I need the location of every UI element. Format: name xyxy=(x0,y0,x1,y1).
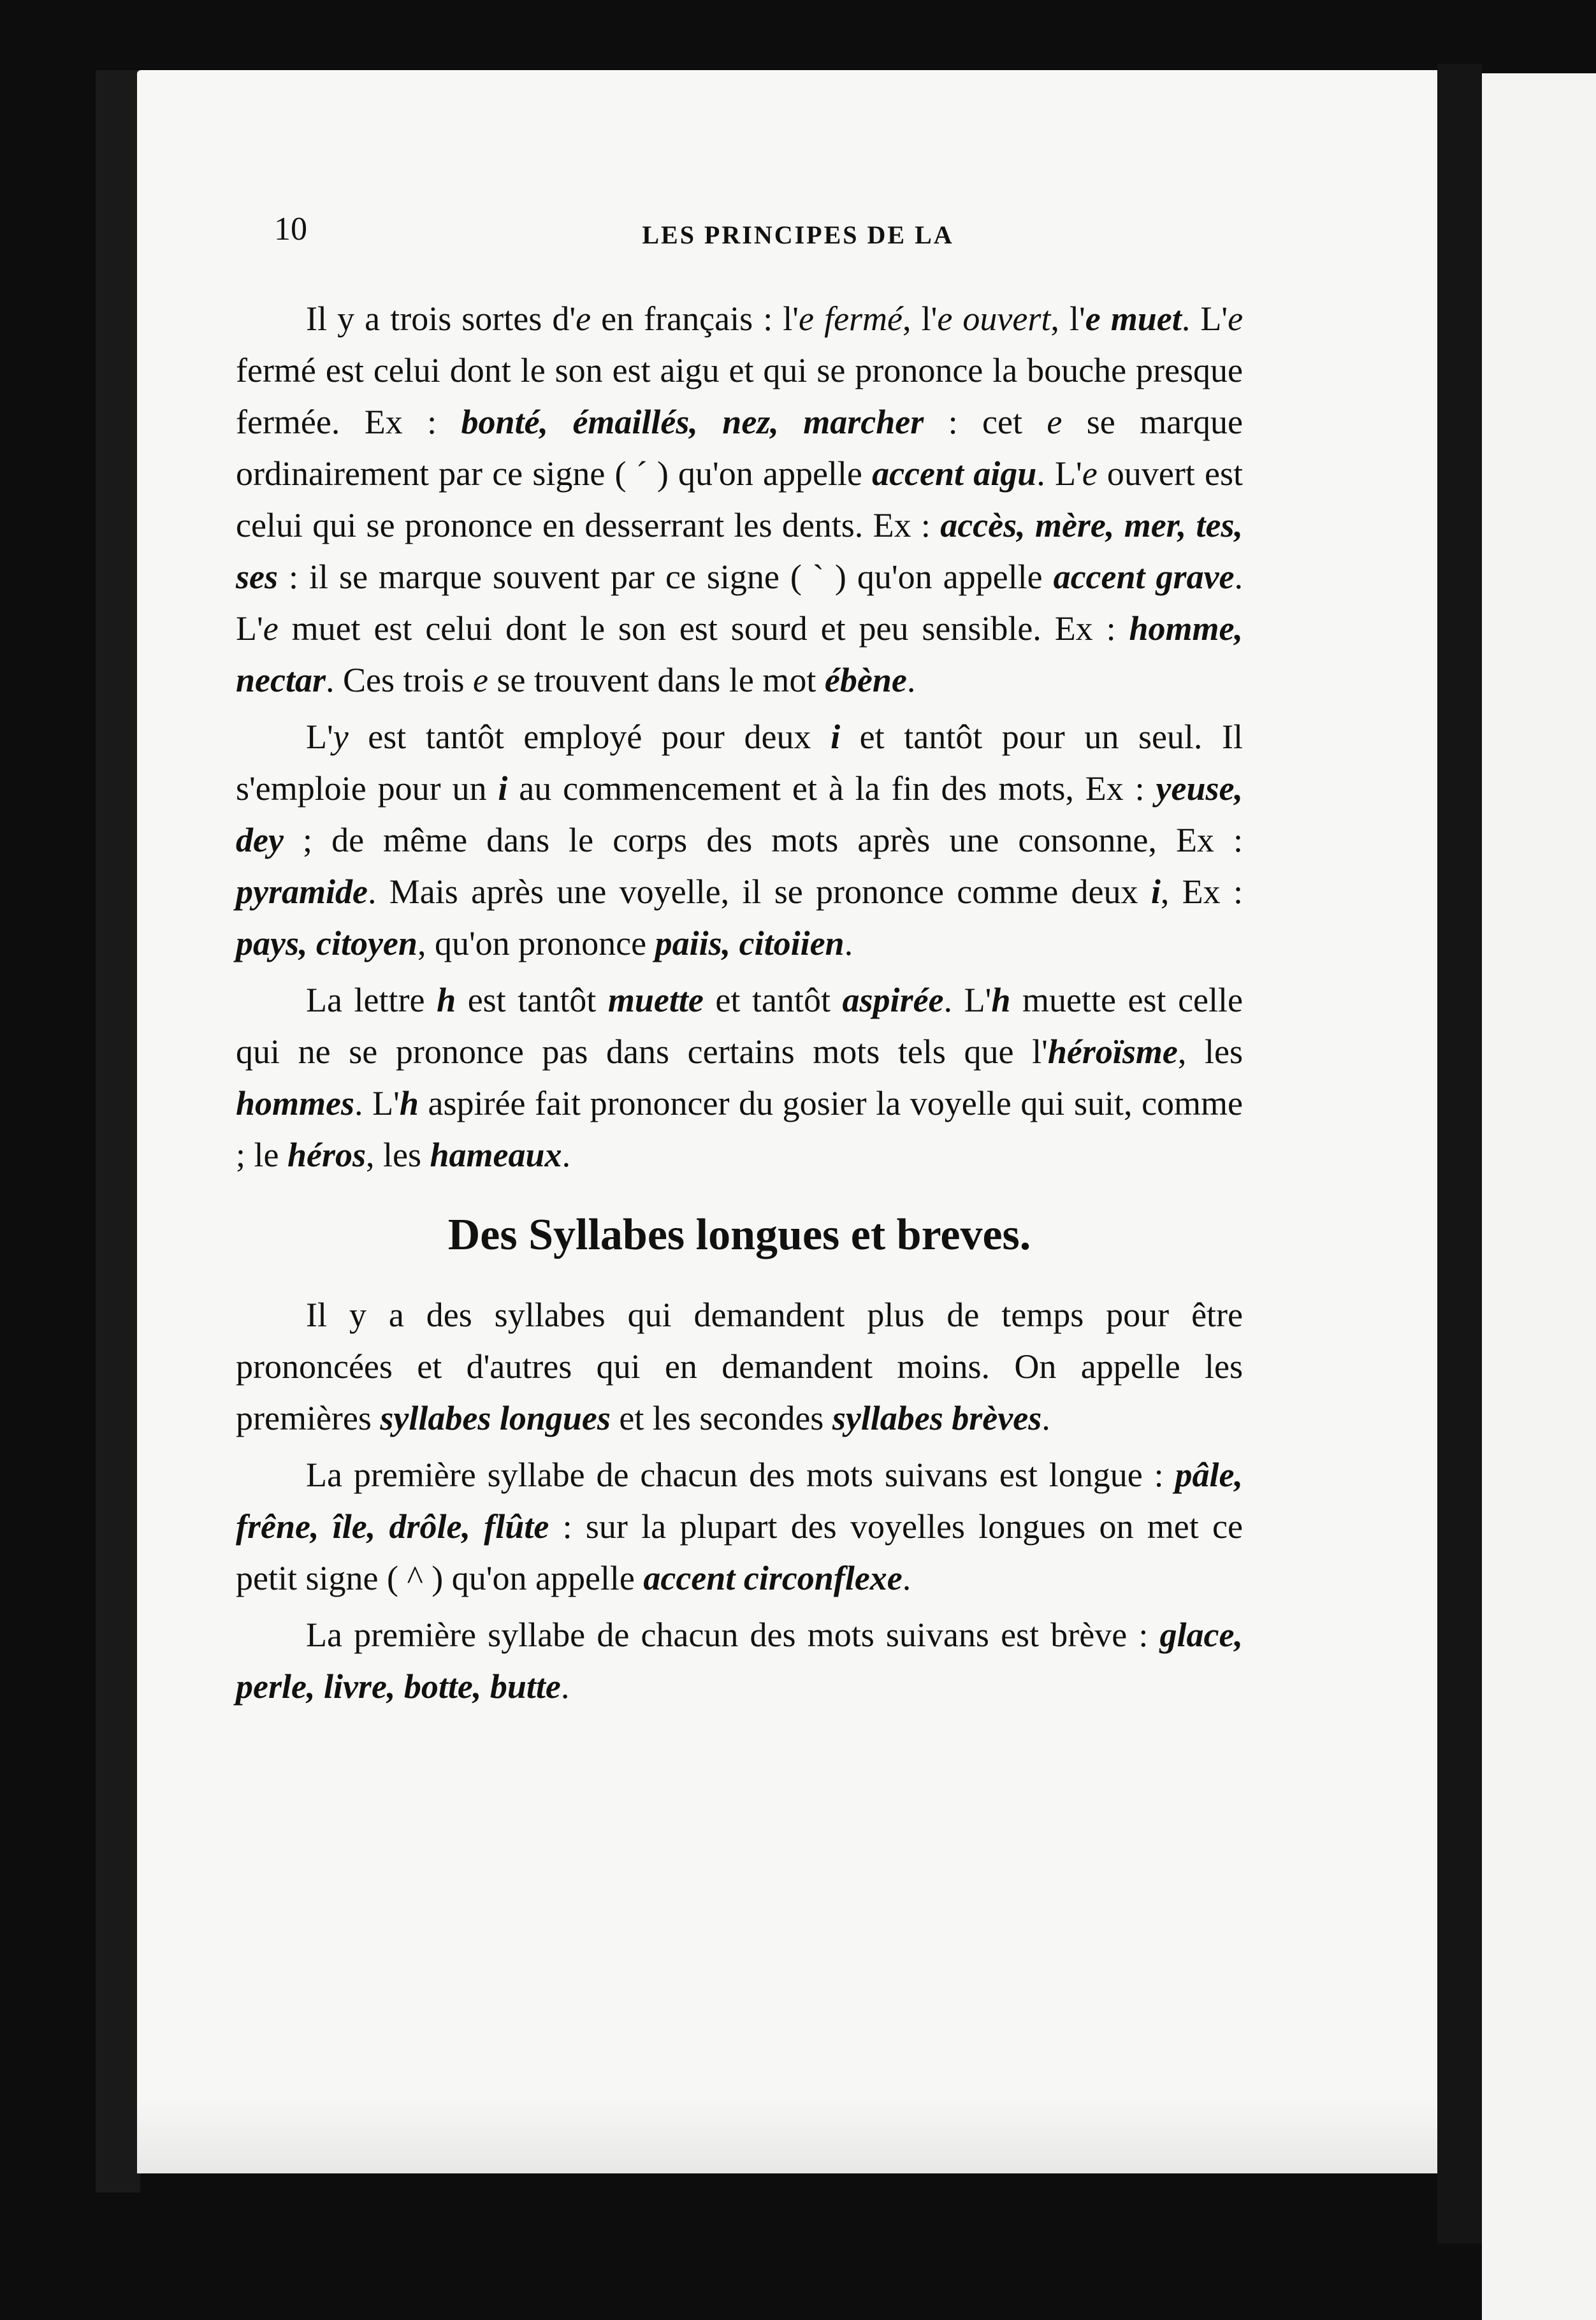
paragraph-y-letter: L'y est tantôt employé pour deux i et tantôt pour un seul. Il s'emploie pour un i au commencement et à la fin des mots, Ex : yeuse, dey ; de même dans le corps des mots après une consonne, Ex : pyramide. Mais après une voyelle, il se prononce comme deux i, Ex : pays, citoyen, qu'on prononce paiis, citoiien. xyxy=(236,718,1243,962)
paragraph-e-vowels: Il y a trois sortes d'e en français : l'e fermé, l'e ouvert, l'e muet. L'e fermé est celui dont le son est aigu et qui se prononce la bouche presque fermée. Ex : bonté, émaillés, nez, marcher : cet e se marque ordinairement par ce signe ( ´ ) qu'on appelle accent aigu. L'e ouvert est celui qui se prononce en desserrant les dents. Ex : accès, mère, mer, tes, ses : il se marque souvent par ce signe ( ` ) qu'on appelle accent grave. L'e muet est celui dont le son est sourd et peu sensible. Ex : homme, nectar. Ces trois e se trouvent dans le mot ébène. xyxy=(236,300,1244,699)
scan-border-left xyxy=(96,70,140,2193)
running-head: LES PRINCIPES DE LA xyxy=(642,221,954,249)
body-text xyxy=(236,293,1243,1713)
adjacent-page-edge xyxy=(1482,73,1596,2320)
paragraph-h-letter: La lettre h est tantôt muette et tantôt aspirée. L'h muette est celle qui ne se prononce pas dans certains mots tels que l'héroïsme, les hommes. L'h aspirée fait prononcer du gosier la voyelle qui suit, comme ; le héros, les hameaux. xyxy=(236,981,1244,1174)
book-gutter xyxy=(1437,64,1482,2244)
paragraph-syllables-intro: Il y a des syllabes qui demandent plus de temps pour être prononcées et d'autres qui en demandent moins. On appelle les premières syllabes longues et les secondes syllabes brèves. xyxy=(236,1296,1243,1437)
page-fold-shadow xyxy=(137,2097,1437,2173)
paragraph-long-syllables: La première syllabe de chacun des mots suivans est longue : pâle, frêne, île, drôle, flûte : sur la plupart des voyelles longues on met ce petit signe ( ^ ) qu'on appelle accent circonflexe. xyxy=(236,1456,1243,1597)
page-number: 10 xyxy=(274,211,307,247)
paragraph-short-syllables: La première syllabe de chacun des mots suivans est brève : glace, perle, livre, botte, butte. xyxy=(236,1616,1243,1706)
section-heading: Des Syllabes longues et breves. xyxy=(447,1210,1031,1259)
